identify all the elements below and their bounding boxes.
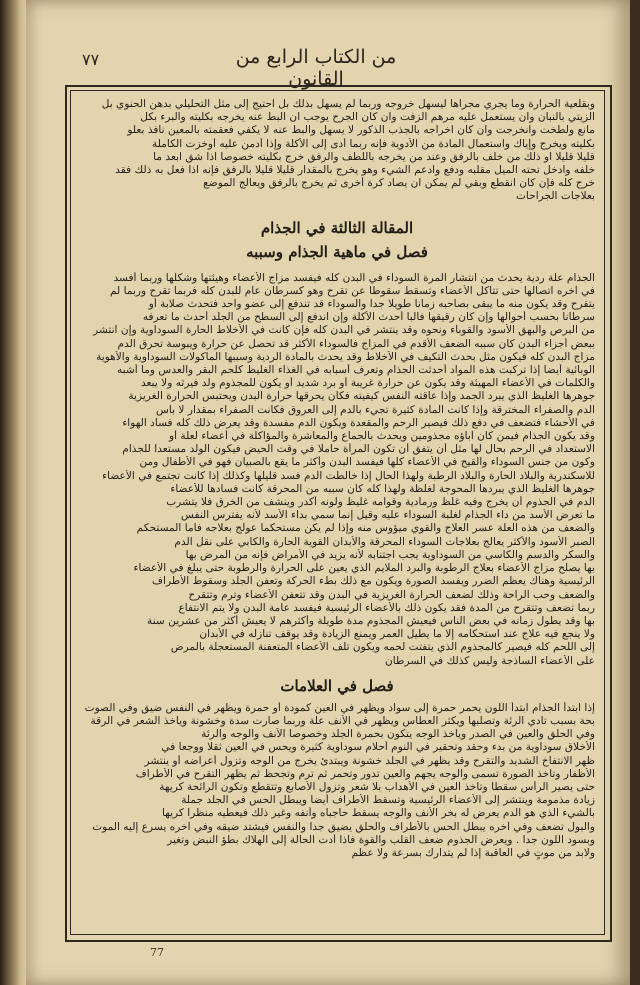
running-title: من الكتاب الرابع من القانون xyxy=(235,46,397,90)
text-line: بها يصلح مزاج الأعضاء بعلاج الرطوبة والبرد الملايم الذي يعين على الحرارة والرطوبة حتى يبلغ في الأعضاء xyxy=(133,562,595,575)
text-line: وفي الحلق والعين في الصدر ويأخذ الوجه يتكون بحمرة الجلد وخصوصا الأنف والوجه والرئة xyxy=(201,728,595,741)
text-line: بعلاجات الجراحات xyxy=(515,190,595,203)
text-line: خرج كله فإن كان انقطع وبقي لم يمكن ان يصاد كرة أخرى ثم يخرج بالرفق ويعالج الموضع xyxy=(203,177,595,190)
text-line: على الأعضاء الساذجة وليس كذلك في السرطان xyxy=(385,654,595,667)
text-line: الدم في الجذوم أن يخرج وفيه غلظ ورمادية وقوامه غليظ ولونه أكدر وينشف من الخرق فلا يتشرب xyxy=(166,496,595,509)
text-line: الدم والصفراء المخترقة وإذا كانت المادة كثيرة تجيء بالدم إلى العروق فكانت الصفراء بمقدار لا بأس xyxy=(155,403,595,416)
text-line: يتقرح وقد يكون منه ما يبقى بصاحبه زمانا طويلا جدا والسوداء قد تندفع إلى عضو واحد فتحدث صلابة أو xyxy=(148,298,595,311)
text-line: خلفه وادخل تحته الميل مقلبه ودفع وادعم الشيء وهو يخرج بالمقدار قليلا قليلا بالرفق فإنه اذا فعل به ذلك فقد xyxy=(115,164,595,177)
book-page-edges xyxy=(0,0,26,985)
text-line: ولا ينجع فيه علاج عند استحكامه إلا ما يطيل العمر ويمنع الزيادة وقد يوقف تنازله في الأبدان xyxy=(199,628,595,641)
page-number: ٧٧ xyxy=(82,50,100,69)
text-line: جوهرها الغليظ الذي يبرد الجمد وإذا عاقته النفس كيفيته فكان يحرقها حرارة البدن ويحتبس الحرارة الغريزية xyxy=(128,390,595,403)
text-line: في الأحشاء فتضعف في دفع ذلك فيصير الرحم والمقعدة ويكون الدم مفسدة وقد يعرض ذلك كله فساد الهواء xyxy=(122,416,595,429)
text-line: وكون من جنس السوداء والقيح في الأعضاء كلها فيفسد البدن وأكثر ما يقع بالصبيان فهو في الأطفال ومن xyxy=(139,456,595,469)
text-line: والسكر والدسم والكاسي من السوداوية يجب اجتنابه لأنه يزيد في الأمراض فإنه من المرض بها xyxy=(185,548,595,561)
text-line: الزيتي بالنبان وان يستعمل عليه مرهم الزفت وان كان الجرح يوجب ان البط عنه يخرجه بكليته والبرء بكل xyxy=(140,111,595,124)
text-line: قليلا قليلا او ذلك من خلف بالرفق وعند من يخرجه باللطف والرفق خرج بكليته خصوصا اذا شق ابعد ما xyxy=(153,150,595,163)
paragraph-leprosy-causes xyxy=(79,272,595,668)
text-line: للاسكندرية والبلاد الحارة والبلاد الرطبة ولهذا الحال إذا خالطت الدم فسد قليلها وكذلك إذا كانت تجتمع في الأعضاء xyxy=(102,469,595,482)
text-line: حتى يصير الرأس سقطا وتأخذ العين في الأهداب بلا شعر وتزول الأصابع وتتقطع وتكون الرائحة كريهة xyxy=(159,780,595,793)
paragraph-previous-chapter xyxy=(79,98,595,204)
text-block xyxy=(79,98,595,928)
text-line: الجذام علة ردية يحدث من انتشار المرة السوداء في البدن كله فيفسد مزاج الأعضاء وهيئتها وشكلها وربما أفسد xyxy=(113,271,595,284)
text-line: زيادة مذمومة وينتشر إلى الأعضاء الرئيسية وتسقط الأطراف أيضا ويبطل الحس في الجلد جملة xyxy=(181,794,595,807)
text-line: الاستعداد في الرحم بحال لها مثل أن يتفق أن تكون المرأة حاملا في وقت الحيض فيكون الولد مستعدا للجذام xyxy=(122,443,595,456)
text-line: ببعض أجزاء البدن كان سببه الضعف الأقدم في المزاج فالسوداء الأكثر قد تحصل عن حرارة ويبوسة تحرق الدم xyxy=(117,337,595,350)
text-line: الرئيسية وهناك يعظم الضرر ويفسد الصورة ويكون مع ذلك بطء الحركة وتعفن الجلد وسقوط الأطراف xyxy=(152,575,595,588)
text-line: بالشيء الذي هو الدم يعرض له بخر الأنف والوجه يسقط حاجباه وأنفه وغير ذلك فيعطيه منظرا كريها xyxy=(161,807,595,820)
text-line: ربما تضعف وتتقرح من المدة فقد يكون ذلك بالأعضاء الرئيسية فيفسد عامة البدن ولا يتم الانتفاع xyxy=(178,601,595,614)
text-line: وبقلعية الحرارة وما يجري مجراها ليسهل خروجه وربما لم يسهل بذلك بل احتيج إلى مثل التحليلي بدهن الحنوي بل xyxy=(101,98,595,110)
section-heading-definition: فصل في ماهية الجذام وسببه xyxy=(246,242,428,261)
text-line: والضعف وحب الراحة وذلك لضعف الحرارة الغريزية في البدن وقد تتعفن الأعضاء وترم وتتقرح xyxy=(188,588,595,601)
text-line: الأخلاق سوداوية من بدء وحقد وتحقير في النوم أحلام سوداوية كثيرة ويحس في العين ثقلا ووجعا في xyxy=(161,741,595,754)
text-line: سرطانا بحسب أحوالها وإن كان رقيقها فالبا أحدث الأكلة وإن اندفع إلى السطح من الجلد أحدث ما تعرفه xyxy=(142,311,595,324)
section-heading-signs: فصل في العلامات xyxy=(280,676,394,695)
text-line: ولابد من موتٍ في العاقبة إذا لم يتدارك بسرعة ولا عظم xyxy=(351,846,595,859)
text-line: ظهر الانتفاخ الشديد والتقرح وقد يظهر في الجلد خشونة ويبتدئ يخرج من الوجه وتزول أعراضه أو ينتشر xyxy=(144,754,595,767)
text-line: بكليته ويخرج وإياك واستعمال المادة من الأدوية فإنه ربما أدى إلى الأكلة وإذا أدمن عليه أوخزت الكاملة xyxy=(152,137,595,150)
text-line: والبول تضعف وفي آخره يبطل الحس بالأطراف والحلق يضيق جدا والنفس فيشتد ضيقه وفي آخره يسرع إليه الموت xyxy=(92,820,595,833)
text-line: مانع ولطخت وانخرجت وان كان اخراجه بالجذب الذكور لا يسهل والبط عنه لا يكفي فعقمته بالمعين نافذ بعلو xyxy=(127,124,595,137)
folio-number: 77 xyxy=(150,946,164,959)
paragraph-leprosy-signs xyxy=(79,702,595,860)
text-line: والكلمات في الأعضاء المهيئة وقد يكون عن حرارة غريبة أو برد شديد أو يكون للمجذوم ولد فيرثه ولا يبعد xyxy=(141,377,595,390)
text-line: في آخره اتصالها حتى تتآكل الأعضاء وتسقط سقوطا عن تقرح وهو كسرطان عام للبدن كله فربما تقرح وربما لم xyxy=(109,284,595,297)
text-line: وقد يكون الجذام فيمن كان آباؤه مجذومين ويحدث بالجماع والمعاشرة والمؤاكلة في أعضاء لعلة أو xyxy=(169,430,595,443)
text-line: بها وقد يطول زمانه في بعض الناس فيعيش المجذوم مدة طويلة وأكثرهم لا يعيش أكثر من عشرين سنة xyxy=(147,614,595,627)
text-line: من البرص والبهق الأسود والقوباء ونحوه وقد ينتشر في البدن كله فإن كانت في الأخلاط الحارة السوداوية وإن انتشر xyxy=(93,324,595,337)
chapter-heading: المقالة الثالثة في الجذام xyxy=(260,218,414,237)
text-line: الوبائية أيضا إذا تركبت هذه المواد أحدثت الجذام وتعرف أسبابه في الغذاء الغليظ كلحم البقر والعدس وما أشبه xyxy=(116,364,595,377)
text-line: مزاج البدن كله فيكون مثل بحدث التكيف في الأخلاط وقد يحدث بالمادة الردية وسببها المأكولات السوداوية والأهوية xyxy=(96,350,595,363)
text-line: جوهرها الغليظ الذي يبردها المحوجة لغلظة ولهذا كله كان سببه من المحرقة كانت فسادها للأعضاء xyxy=(170,482,595,495)
text-line: الصبر الأسود والأكثر يعالج بعلاجات السوداء المحرقة والأبدان القوية الحارة والكابي على نقل الدم xyxy=(174,535,595,548)
text-line: ما تعرض الأسد من داء الجذام لغلبة السوداء عليه وقيل إنما سمي بداء الأسد لأنه يفترس النفس xyxy=(180,509,595,522)
text-line: بحة بسبب تأدي الرئة وتصلبها ويكثر العطاس ويظهر في الأنف علة وربما صارت سدة وخشونة ويأخذ الشعر في الرقة xyxy=(90,714,595,727)
text-line: وبسود اللون جدا . ويعرض الجذوم ضعف القلب والقوة فاذا أدت الحالة إلى الهلاك بطؤ النبض وتغير xyxy=(167,833,595,846)
text-line: والضعف من هذه العلة عسر العلاج والقوي ميؤوس منه وإذا لم يكن مستحكما عولج بعلاجه فأما المستحكم xyxy=(136,522,595,535)
text-line: إلى اللحم كله فيصير كالمجذوم الذي يتفتت لحمه ويكون تلف الأعضاء المتعفنة المستعجلة بالمرض xyxy=(170,641,595,654)
text-line: إذا ابتدأ الجذام ابتدأ اللون يحمر حمرة إلى سواد ويظهر في العين كمودة أو حمرة ويظهر في النفس ضيق وفي الصوت xyxy=(84,701,595,714)
text-line: الأظفار وتأخذ الصورة تسمى والوجه يجهم والعين تدور وتحمر ثم ترم وتجحظ ثم يظهر التقرح في الأطراف xyxy=(135,767,595,780)
